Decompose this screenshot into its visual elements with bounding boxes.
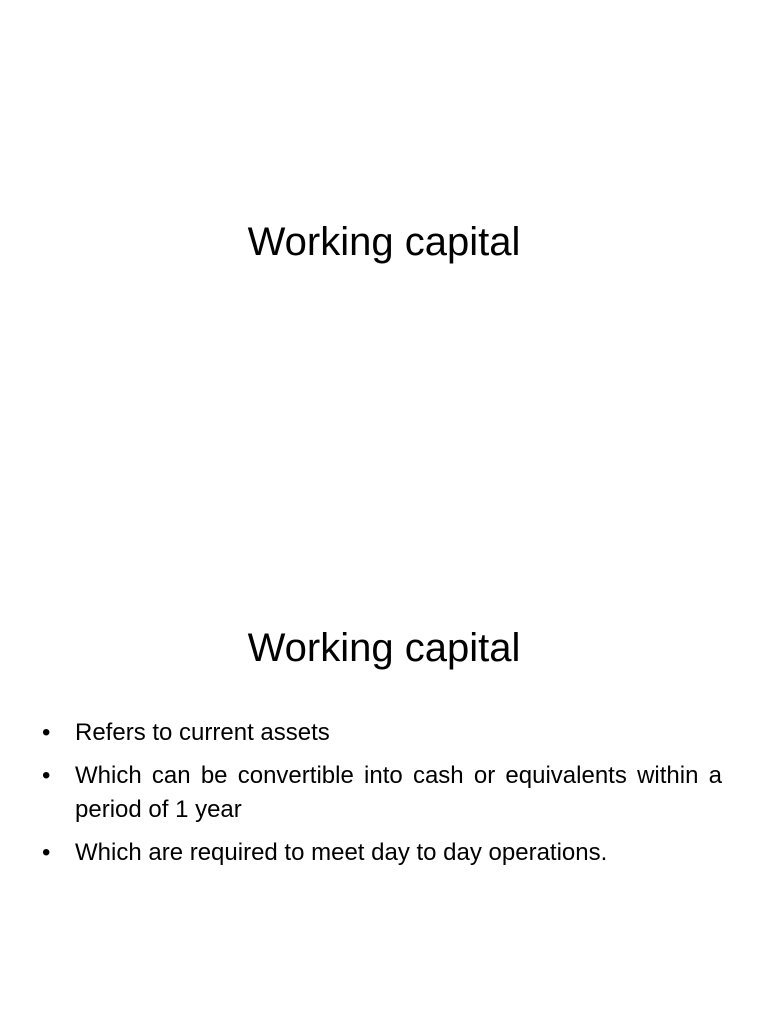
bullet-text: Refers to current assets — [75, 719, 330, 746]
slide-title: Working capital — [247, 220, 521, 264]
bullet-icon: • — [42, 762, 51, 789]
slide-title: Working capital — [247, 626, 521, 670]
bullet-item — [40, 716, 722, 750]
content-slide — [0, 400, 768, 1024]
title-slide — [0, 0, 768, 400]
bullet-icon: • — [42, 719, 51, 746]
bullet-text: Which are required to meet day to day operations. — [75, 839, 608, 866]
bullet-icon: • — [42, 839, 51, 866]
bullet-item — [40, 836, 722, 870]
bullet-item — [40, 759, 722, 827]
bullet-text: Which can be convertible into cash or equivalents within a period of 1 year — [75, 762, 722, 823]
bullet-list — [40, 716, 722, 879]
